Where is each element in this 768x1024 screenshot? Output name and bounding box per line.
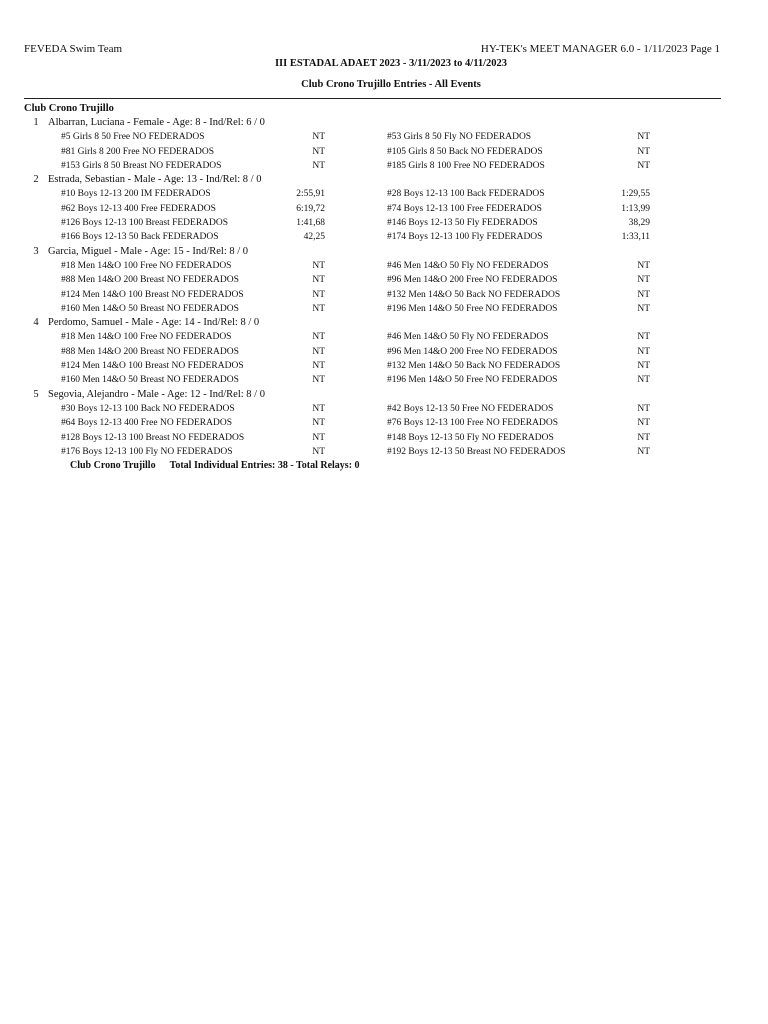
meet-title: III ESTADAL ADAET 2023 - 3/11/2023 to 4/11/2023 — [274, 58, 508, 69]
event-left: #18 Men 14&O 100 Free NO FEDERADOS — [61, 332, 232, 343]
entry-row — [24, 416, 724, 430]
event-left: #5 Girls 8 50 Free NO FEDERADOS — [61, 132, 205, 143]
seed-time-left: NT — [312, 275, 325, 286]
seed-time-right: NT — [637, 146, 650, 157]
entry-row — [24, 302, 724, 316]
swimmer-line — [24, 245, 724, 259]
entry-row — [24, 330, 724, 344]
seed-time-right: NT — [637, 275, 650, 286]
entry-row — [24, 159, 724, 173]
event-right: #46 Men 14&O 50 Fly NO FEDERADOS — [387, 260, 549, 271]
event-left: #64 Boys 12-13 400 Free NO FEDERADOS — [61, 418, 232, 429]
seed-time-left: NT — [312, 132, 325, 143]
seed-time-left: NT — [312, 260, 325, 271]
swimmer-block — [24, 245, 724, 316]
event-right: #185 Girls 8 100 Free NO FEDERADOS — [387, 160, 545, 171]
seed-time-right: 1:33,11 — [621, 232, 650, 243]
entry-row — [24, 216, 724, 230]
entry-row — [24, 230, 724, 244]
seed-time-right: 1:13,99 — [621, 203, 650, 214]
entry-row — [24, 259, 724, 273]
event-right: #196 Men 14&O 50 Free NO FEDERADOS — [387, 375, 558, 386]
swimmer-block — [24, 116, 724, 173]
entry-row — [24, 445, 724, 459]
entry-row — [24, 431, 724, 445]
entry-row — [24, 145, 724, 159]
event-right: #148 Boys 12-13 50 Fly NO FEDERADOS — [387, 432, 554, 443]
seed-time-left: NT — [312, 432, 325, 443]
header-divider — [24, 98, 721, 99]
seed-time-right: 38,29 — [628, 218, 650, 229]
swimmer-number: 3 — [33, 245, 39, 257]
seed-time-right: NT — [637, 303, 650, 314]
report-title: Club Crono Trujillo Entries - All Events — [301, 79, 481, 90]
event-left: #81 Girls 8 200 Free NO FEDERADOS — [61, 146, 215, 157]
seed-time-left: NT — [312, 332, 325, 343]
event-right: #42 Boys 12-13 50 Free NO FEDERADOS — [387, 403, 554, 414]
event-right: #105 Girls 8 50 Back NO FEDERADOS — [387, 146, 543, 157]
entry-row — [24, 359, 724, 373]
event-right: #96 Men 14&O 200 Free NO FEDERADOS — [387, 346, 558, 357]
seed-time-right: 1:29,55 — [621, 189, 650, 200]
event-right: #174 Boys 12-13 100 Fly FEDERADOS — [387, 232, 543, 243]
seed-time-left: NT — [312, 346, 325, 357]
entry-row — [24, 345, 724, 359]
seed-time-right: NT — [637, 432, 650, 443]
event-left: #176 Boys 12-13 100 Fly NO FEDERADOS — [61, 446, 233, 457]
header-software-info: HY-TEK's MEET MANAGER 6.0 - 1/11/2023 Page 1 — [480, 43, 720, 55]
seed-time-left: NT — [312, 403, 325, 414]
entry-row — [24, 130, 724, 144]
swimmer-line — [24, 173, 724, 187]
event-left: #30 Boys 12-13 100 Back NO FEDERADOS — [61, 403, 235, 414]
event-left: #18 Men 14&O 100 Free NO FEDERADOS — [61, 260, 232, 271]
swimmer-number: 5 — [33, 388, 39, 400]
event-left: #128 Boys 12-13 100 Breast NO FEDERADOS — [61, 432, 245, 443]
swimmer-line — [24, 316, 724, 330]
seed-time-left: NT — [312, 289, 325, 300]
seed-time-left: NT — [312, 446, 325, 457]
swimmer-block — [24, 316, 724, 387]
swimmer-block — [24, 388, 724, 459]
team-totals — [24, 459, 724, 473]
seed-time-left: NT — [312, 160, 325, 171]
entries-report — [24, 101, 724, 473]
seed-time-left: NT — [312, 375, 325, 386]
event-left: #88 Men 14&O 200 Breast NO FEDERADOS — [61, 346, 239, 357]
event-left: #124 Men 14&O 100 Breast NO FEDERADOS — [61, 361, 244, 372]
swimmer-line — [24, 388, 724, 402]
seed-time-right: NT — [637, 375, 650, 386]
event-right: #53 Girls 8 50 Fly NO FEDERADOS — [387, 132, 532, 143]
swimmer-info: Segovia, Alejandro - Male - Age: 12 - Ind/Rel: 8 / 0 — [48, 388, 265, 400]
totals-summary: Total Individual Entries: 38 - Total Relays: 0 — [169, 460, 360, 472]
seed-time-right: NT — [637, 403, 650, 414]
seed-time-left: NT — [312, 146, 325, 157]
entry-row — [24, 288, 724, 302]
event-left: #160 Men 14&O 50 Breast NO FEDERADOS — [61, 303, 239, 314]
swimmer-info: Albarran, Luciana - Female - Age: 8 - Ind/Rel: 6 / 0 — [48, 117, 265, 128]
team-name: Club Crono Trujillo — [24, 103, 114, 114]
event-left: #166 Boys 12-13 50 Back FEDERADOS — [61, 232, 219, 243]
event-left: #160 Men 14&O 50 Breast NO FEDERADOS — [61, 375, 239, 386]
entry-row — [24, 273, 724, 287]
seed-time-left: NT — [312, 418, 325, 429]
event-right: #132 Men 14&O 50 Back NO FEDERADOS — [387, 289, 561, 300]
swimmer-info: Estrada, Sebastian - Male - Age: 13 - Ind/Rel: 8 / 0 — [48, 174, 262, 186]
swimmer-info: Garcia, Miguel - Male - Age: 15 - Ind/Rel: 8 / 0 — [48, 245, 249, 257]
seed-time-right: NT — [637, 332, 650, 343]
seed-time-left: NT — [312, 361, 325, 372]
seed-time-left: NT — [312, 303, 325, 314]
event-left: #153 Girls 8 50 Breast NO FEDERADOS — [61, 160, 222, 171]
event-right: #146 Boys 12-13 50 Fly FEDERADOS — [387, 218, 538, 229]
seed-time-right: NT — [637, 346, 650, 357]
event-right: #192 Boys 12-13 50 Breast NO FEDERADOS — [387, 446, 566, 457]
event-left: #10 Boys 12-13 200 IM FEDERADOS — [61, 189, 211, 200]
seed-time-right: NT — [637, 289, 650, 300]
header-team-name: FEVEDA Swim Team — [24, 43, 123, 55]
event-right: #76 Boys 12-13 100 Free NO FEDERADOS — [387, 418, 558, 429]
event-left: #124 Men 14&O 100 Breast NO FEDERADOS — [61, 289, 244, 300]
entry-row — [24, 402, 724, 416]
totals-team-label: Club Crono Trujillo — [70, 460, 156, 472]
swimmer-list — [24, 116, 724, 459]
event-right: #28 Boys 12-13 100 Back FEDERADOS — [387, 189, 545, 200]
event-right: #74 Boys 12-13 100 Free FEDERADOS — [387, 203, 542, 214]
swimmer-number: 4 — [33, 317, 39, 329]
entry-row — [24, 187, 724, 201]
event-right: #96 Men 14&O 200 Free NO FEDERADOS — [387, 275, 558, 286]
seed-time-left: 42,25 — [303, 232, 325, 243]
seed-time-right: NT — [637, 446, 650, 457]
event-left: #62 Boys 12-13 400 Free FEDERADOS — [61, 203, 216, 214]
event-right: #132 Men 14&O 50 Back NO FEDERADOS — [387, 361, 561, 372]
entry-row — [24, 373, 724, 387]
seed-time-right: NT — [637, 260, 650, 271]
seed-time-left: 6:19,72 — [296, 203, 325, 214]
entry-row — [24, 202, 724, 216]
seed-time-right: NT — [637, 418, 650, 429]
swimmer-number: 2 — [33, 174, 39, 186]
swimmer-info: Perdomo, Samuel - Male - Age: 14 - Ind/Rel: 8 / 0 — [48, 317, 260, 329]
seed-time-right: NT — [637, 361, 650, 372]
seed-time-right: NT — [637, 160, 650, 171]
event-right: #196 Men 14&O 50 Free NO FEDERADOS — [387, 303, 558, 314]
event-left: #88 Men 14&O 200 Breast NO FEDERADOS — [61, 275, 239, 286]
seed-time-right: NT — [637, 132, 650, 143]
event-right: #46 Men 14&O 50 Fly NO FEDERADOS — [387, 332, 549, 343]
swimmer-line — [24, 116, 724, 130]
seed-time-left: 2:55,91 — [296, 189, 325, 200]
swimmer-block — [24, 173, 724, 244]
seed-time-left: 1:41,68 — [296, 218, 325, 229]
swimmer-number: 1 — [33, 117, 39, 128]
event-left: #126 Boys 12-13 100 Breast FEDERADOS — [61, 218, 229, 229]
